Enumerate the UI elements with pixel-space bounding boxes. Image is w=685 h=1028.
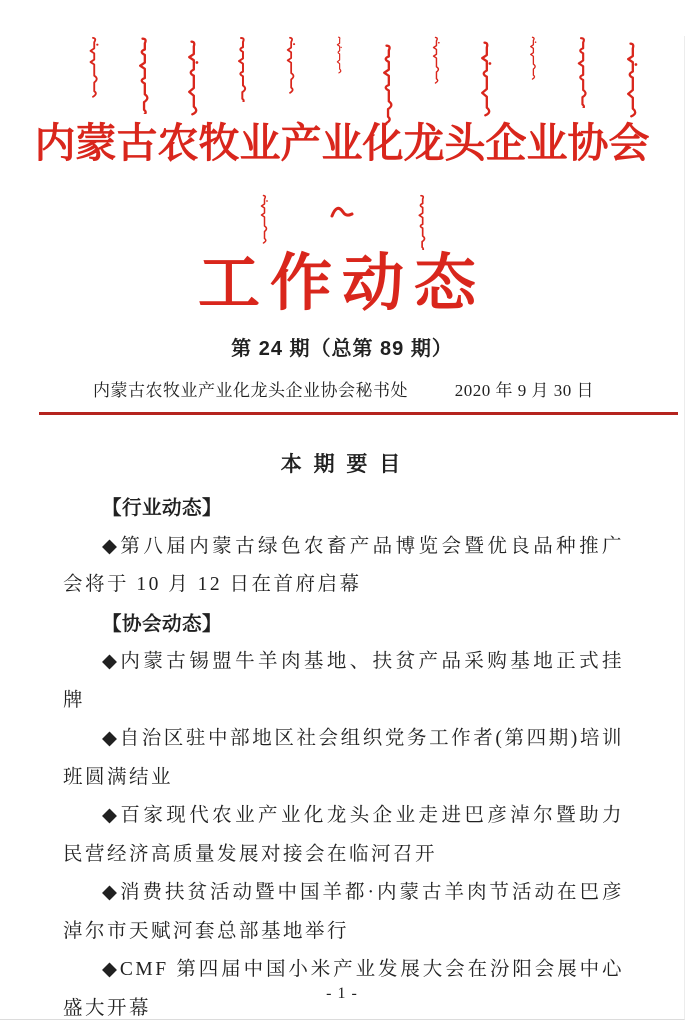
toc-item: ◆百家现代农业产业化龙头企业走进巴彦淖尔暨助力民营经济高质量发展对接会在临河召开: [63, 805, 624, 865]
toc-section-header-industry: 【行业动态】: [102, 497, 223, 519]
publisher-name: 内蒙古农牧业产业化龙头企业协会秘书处: [93, 381, 408, 400]
toc-body: [63, 489, 624, 1028]
bulletin-page: [0, 36, 685, 1020]
mongolian-script-band: [85, 36, 639, 116]
mongolian-glyph-icon: [85, 36, 101, 98]
mongolian-glyph-icon: [329, 200, 355, 222]
mongolian-glyph-icon: [134, 36, 151, 114]
page-number: - 1 -: [326, 985, 358, 1002]
mongolian-glyph-icon: [622, 36, 639, 124]
toc-item: ◆消费扶贫活动暨中国羊都·内蒙古羊肉节活动在巴彦淖尔市天赋河套总部基地举行: [63, 882, 624, 942]
mongolian-glyph-icon: [525, 36, 540, 80]
mongolian-glyph-icon: [256, 194, 271, 244]
mongolian-glyph-icon: [428, 36, 443, 84]
issue-number: 第 24 期（总第 89 期）: [231, 338, 453, 360]
mongolian-glyph-icon: [413, 194, 429, 250]
mongolian-glyph-icon: [233, 36, 249, 102]
mongolian-glyph-icon: [183, 36, 200, 120]
mongolian-glyph-icon: [282, 36, 298, 94]
mongolian-glyph-icon: [378, 36, 395, 128]
mongolian-script-small-band: [0, 194, 684, 250]
bulletin-title: 工作动态: [197, 250, 486, 318]
toc-item: ◆自治区驻中部地区社会组织党务工作者(第四期)培训班圆满结业: [63, 728, 624, 788]
association-name: 内蒙古农牧业产业化龙头企业协会: [34, 120, 650, 166]
mongolian-glyph-icon: [331, 36, 346, 74]
publisher-line: [0, 376, 684, 401]
mongolian-glyph-icon: [476, 36, 493, 122]
toc-item: ◆第八届内蒙古绿色农畜产品博览会暨优良品种推广会将于 10 月 12 日在首府启幕: [63, 535, 624, 595]
toc-section-header-association: 【协会动态】: [102, 612, 223, 635]
masthead-divider: [39, 412, 678, 415]
toc-heading: 本 期 要 目: [280, 453, 404, 476]
publish-date: 2020 年 9 月 30 日: [454, 381, 594, 400]
toc-item: ◆CMF 第四届中国小米产业发展大会在汾阳会展中心盛大开幕: [63, 959, 624, 1019]
toc-item: ◆内蒙古锡盟牛羊肉基地、扶贫产品采购基地正式挂牌: [63, 651, 624, 711]
mongolian-glyph-icon: [573, 36, 589, 108]
